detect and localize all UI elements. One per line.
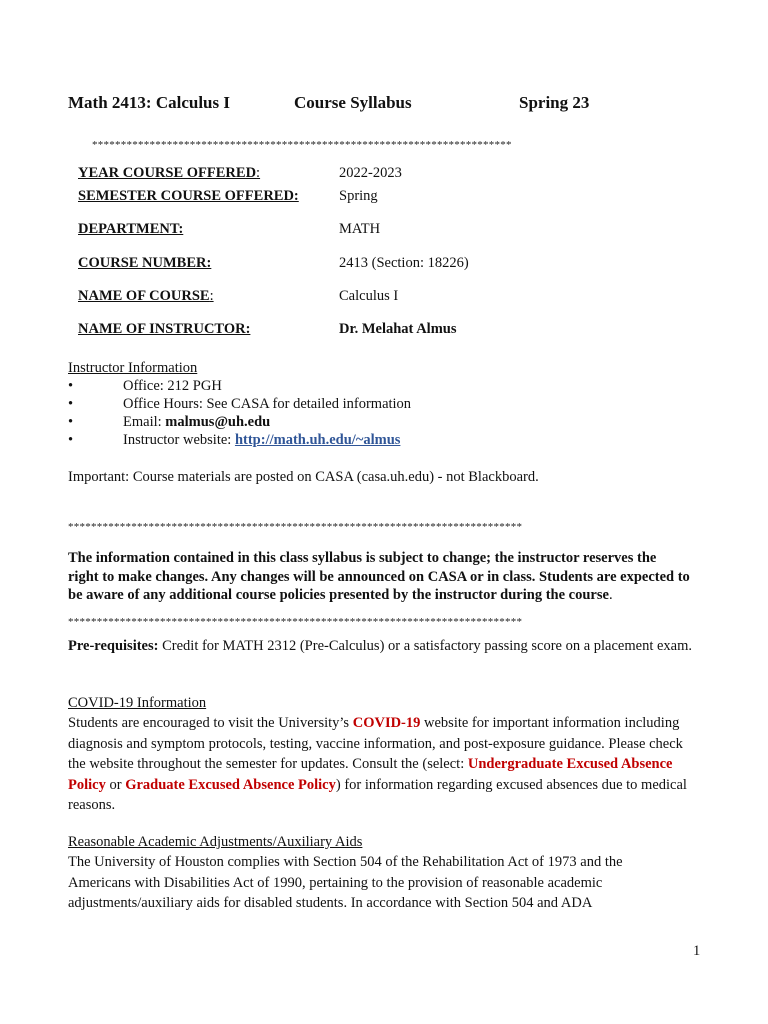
- value-course-name: Calculus I: [339, 288, 399, 304]
- covid-link[interactable]: COVID-19: [352, 715, 421, 731]
- notice-line-2: right to make changes. Any changes will be announced on CASA or in class. Students are expected to: [68, 569, 690, 585]
- bullet-icon: •: [68, 432, 74, 448]
- value-department: MATH: [339, 221, 381, 237]
- page-number: 1: [693, 943, 701, 959]
- important-note: Important: Course materials are posted on CASA (casa.uh.edu) - not Blackboard.: [68, 469, 539, 485]
- undergraduate-absence-policy-link[interactable]: Undergraduate Excused Absence Policy: [68, 756, 673, 793]
- notice-line-1: The information contained in this class syllabus is subject to change; the instructor reserves the: [68, 550, 657, 566]
- instructor-info-heading: Instructor Information: [68, 360, 198, 376]
- label-semester: SEMESTER COURSE OFFERED:: [78, 188, 299, 204]
- office-hours-text: Office Hours: See CASA for detailed information: [123, 396, 412, 412]
- office-text: Office: 212 PGH: [123, 378, 222, 394]
- covid-paragraph: Students are encouraged to visit the University’s COVID-19 website for important information including diagnosis and symptom protocols, testing, vaccine information, and post-exposure guidance. Please check the website throughout the semester for updates. Consult the (select: Undergraduate Excused Absence Policy or Graduate Excused Absence Policy) for information regarding excused absences due to medical reasons.: [68, 715, 687, 813]
- label-course-number: COURSE NUMBER:: [78, 255, 212, 271]
- value-course-number: 2413 (Section: 18226): [339, 255, 469, 271]
- term: Spring 23: [519, 93, 590, 112]
- document-type: Course Syllabus: [294, 93, 412, 112]
- value-semester: Spring: [339, 188, 378, 204]
- label-course-name: NAME OF COURSE:: [78, 288, 214, 304]
- email-link[interactable]: malmus@uh.edu: [165, 414, 271, 430]
- value-instructor: Dr. Melahat Almus: [339, 321, 457, 337]
- email-label: Email:: [123, 414, 162, 430]
- value-year: 2022-2023: [339, 165, 402, 181]
- separator-top: *************************************************************************: [92, 139, 512, 151]
- accommodations-heading: Reasonable Academic Adjustments/Auxiliary Aids: [68, 834, 363, 850]
- separator-bottom: *******************************************************************************: [68, 616, 523, 628]
- label-department: DEPARTMENT:: [78, 221, 184, 237]
- bullet-icon: •: [68, 396, 74, 412]
- covid-heading: COVID-19 Information: [68, 695, 207, 711]
- instructor-website-link[interactable]: http://math.uh.edu/~almus: [234, 432, 401, 448]
- separator-middle: *******************************************************************************: [68, 521, 523, 533]
- graduate-absence-policy-link[interactable]: Graduate Excused Absence Policy: [125, 776, 336, 793]
- website-label: Instructor website:: [123, 432, 232, 448]
- notice-line-3: be aware of any additional course policies presented by the instructor during the course.: [68, 587, 613, 603]
- course-title: Math 2413: Calculus I: [68, 93, 230, 112]
- bullet-icon: •: [68, 378, 74, 394]
- label-year: YEAR COURSE OFFERED:: [78, 165, 261, 181]
- accommodations-paragraph: The University of Houston complies with Section 504 of the Rehabilitation Act of 1973 and the Americans with Disabilities Act of 1990, pertaining to the provision of reasonable academic adjustments/auxiliary aids for disabled students. In accordance with Section 504 and ADA: [68, 854, 623, 911]
- label-instructor: NAME OF INSTRUCTOR:: [78, 321, 251, 337]
- bullet-icon: •: [68, 414, 74, 430]
- prerequisites: Pre-requisites: Credit for MATH 2312 (Pre-Calculus) or a satisfactory passing score on a placement exam.: [68, 638, 693, 654]
